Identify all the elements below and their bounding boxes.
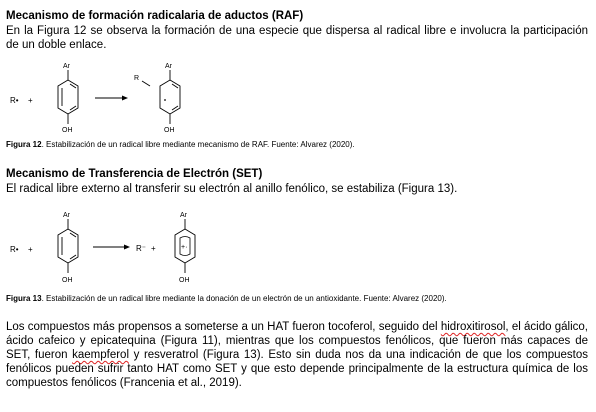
section-title-raf: Mecanismo de formación radicalaria de aductos (RAF) — [6, 10, 304, 22]
conclusion-text-part-1: Los compuestos más propensos a someterse a un HAT fueron tocoferol, seguido del — [6, 321, 441, 333]
oh-product-label: OH — [179, 277, 190, 284]
plus-sign: + — [28, 96, 33, 105]
raf-intro-paragraph: En la Figura 12 se observa la formación de una especie que dispersa al radical libre e involucra la participación de un doble enlace. — [6, 25, 588, 51]
set-scheme — [0, 207, 280, 287]
conclusion-text-part-3: y resveratrol (Figura 13). Esto sin duda nos da una indicación de que los compuestos fenólicos pueden sufrir tanto HAT como SET y que esto depende principalmente de la estructura química de los compuestos fenólicos (Francenia et al., 2019). — [6, 349, 588, 389]
spellcheck-word-kaempferol: kaempferol — [72, 349, 129, 361]
ar-product-label: Ar — [180, 212, 187, 219]
r-anion-label: R⁻ — [136, 244, 146, 253]
ring-charge-label: +· — [181, 244, 188, 251]
r-substituent-label: R — [134, 75, 140, 82]
ar-product-label: Ar — [165, 63, 172, 70]
radical-label: R• — [10, 245, 19, 254]
plus-sign: + — [28, 245, 33, 254]
figure-12-caption — [6, 140, 355, 150]
ar-label: Ar — [63, 212, 70, 219]
figure-13-caption — [6, 294, 447, 304]
radical-label: R• — [10, 96, 19, 105]
conclusion-paragraph — [6, 320, 588, 390]
oh-label: OH — [62, 277, 73, 284]
figure-12-label: Figura 12 — [6, 140, 42, 149]
figure-13-label: Figura 13 — [6, 294, 42, 303]
reaction-arrow — [93, 245, 130, 250]
ar-label: Ar — [63, 63, 70, 70]
set-intro-paragraph: El radical libre externo al transferir su electrón al anillo fenólico, se estabiliza (Figura 13). — [6, 183, 458, 195]
spellcheck-word-hidroxitirosol: hidroxitirosol — [440, 321, 506, 333]
figure-13-caption-text: . Estabilización de un radical libre mediante la donación de un electrón de un antioxidante. Fuente: Alvarez (2020). — [41, 294, 447, 303]
reaction-arrow — [95, 96, 128, 101]
phenol-product-structure — [142, 70, 180, 124]
oh-product-label: OH — [164, 127, 175, 134]
figure-12-caption-text: . Estabilización de un radical libre mediante mecanismo de RAF. Fuente: Alvarez (2020). — [41, 140, 355, 149]
phenol-reactant-structure — [58, 219, 78, 273]
section-title-set: Mecanismo de Transferencia de Electrón (SET) — [6, 168, 263, 180]
oh-label: OH — [62, 127, 73, 134]
plus-sign-2: + — [151, 244, 156, 253]
raf-scheme — [0, 58, 280, 138]
conclusion-text-part-2: , el ácido gálico, ácido cafeico y epicatequina (Figura 11), mientras que los compuestos fenólicos, que fueron más capaces de SET, fueron — [6, 321, 589, 361]
phenol-reactant-structure — [58, 70, 78, 124]
